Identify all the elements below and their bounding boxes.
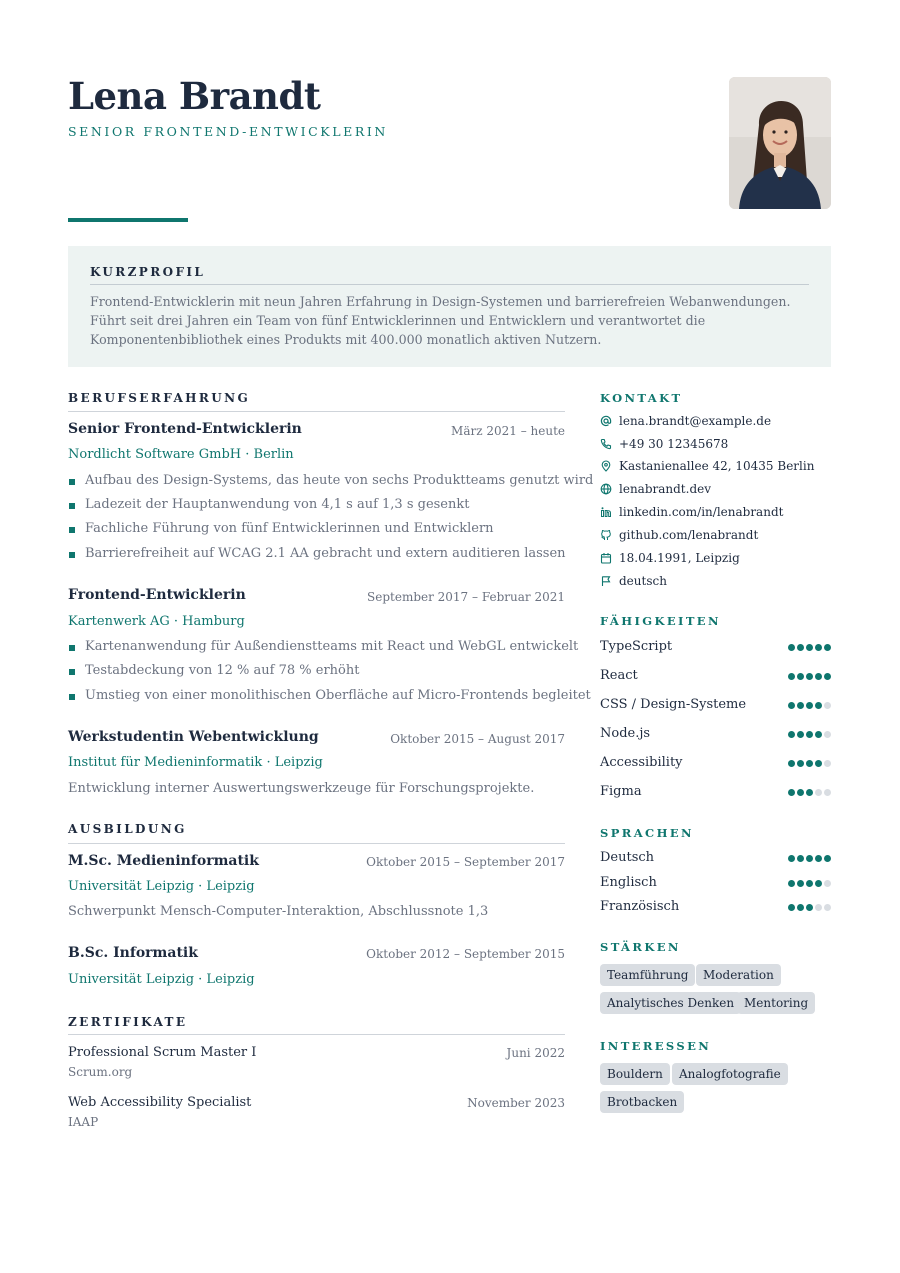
certificates-heading: ZERTIFIKATE bbox=[68, 1015, 188, 1029]
rating-dot-filled-icon bbox=[797, 789, 804, 796]
rating-dot-filled-icon bbox=[797, 880, 804, 887]
certificates-divider bbox=[68, 1034, 565, 1035]
contact-text: +49 30 12345678 bbox=[619, 437, 729, 451]
contact-text: linkedin.com/in/lenabrandt bbox=[619, 505, 784, 519]
github-icon bbox=[600, 529, 612, 541]
person-name: Lena Brandt bbox=[68, 74, 321, 118]
rating-dot-filled-icon bbox=[797, 904, 804, 911]
profile-text: Frontend-Entwicklerin mit neun Jahren Erfahrung in Design-Systemen und barrierefreien Webanwendungen. Führt seit drei Jahren ein Team von fünf Entwicklerinnen und Entwicklern und verantwortet die Komponentenbibliothek eines Produkts mit 400.000 monatlich aktiven Nutzern. bbox=[90, 294, 791, 347]
interests-heading: INTERESSEN bbox=[600, 1039, 712, 1053]
job-date-2: September 2017 – Februar 2021 bbox=[367, 590, 565, 604]
rating-dot-filled-icon bbox=[788, 702, 795, 709]
job-date-1: März 2021 – heute bbox=[451, 424, 565, 438]
rating-dot-filled-icon bbox=[788, 644, 795, 651]
education-heading: AUSBILDUNG bbox=[68, 822, 187, 836]
skills-row bbox=[600, 726, 831, 744]
certificate-issuer-1: Scrum.org bbox=[68, 1065, 133, 1079]
skills-name: React bbox=[600, 668, 638, 683]
skills-name: Figma bbox=[600, 784, 642, 799]
education-divider bbox=[68, 843, 565, 844]
profile-summary-box bbox=[68, 246, 831, 367]
rating-dot-filled-icon bbox=[788, 789, 795, 796]
experience-heading: BERUFSERFAHRUNG bbox=[68, 391, 251, 405]
rating-dot-empty-icon bbox=[815, 789, 822, 796]
languages-name: Deutsch bbox=[600, 850, 655, 865]
interest-tag: Brotbacken bbox=[600, 1091, 684, 1113]
certificate-title-1: Professional Scrum Master I bbox=[68, 1045, 257, 1060]
rating-dot-filled-icon bbox=[806, 673, 813, 680]
rating-dot-filled-icon bbox=[815, 855, 822, 862]
strength-tag: Mentoring bbox=[737, 992, 815, 1014]
contact-text: 18.04.1991, Leipzig bbox=[619, 551, 740, 565]
contact-text: lena.brandt@example.de bbox=[619, 414, 772, 428]
rating-dot-filled-icon bbox=[806, 760, 813, 767]
education-title-2: B.Sc. Informatik bbox=[68, 945, 198, 961]
contact-text: github.com/lenabrandt bbox=[619, 528, 759, 542]
rating-dot-filled-icon bbox=[788, 904, 795, 911]
rating-dot-filled-icon bbox=[788, 880, 795, 887]
rating-dots bbox=[788, 760, 831, 767]
skills-name: Node.js bbox=[600, 726, 651, 741]
rating-dots bbox=[788, 789, 831, 796]
interest-tag: Bouldern bbox=[600, 1063, 670, 1085]
bullet-text: Barrierefreiheit auf WCAG 2.1 AA gebracht und extern auditieren lassen bbox=[85, 546, 566, 561]
bullet-square-icon bbox=[69, 669, 75, 675]
strength-tag: Analytisches Denken bbox=[600, 992, 741, 1014]
rating-dot-filled-icon bbox=[806, 702, 813, 709]
languages-name: Französisch bbox=[600, 899, 680, 914]
skills-name: Accessibility bbox=[600, 755, 683, 770]
location-pin-icon bbox=[600, 460, 612, 472]
bullet-text: Testabdeckung von 12 % auf 78 % erhöht bbox=[85, 663, 360, 678]
profile-photo bbox=[729, 77, 831, 209]
rating-dot-filled-icon bbox=[788, 731, 795, 738]
rating-dot-filled-icon bbox=[806, 855, 813, 862]
bullet-text: Aufbau des Design-Systems, das heute von sechs Produktteams genutzt wird bbox=[85, 473, 594, 488]
portrait-illustration bbox=[729, 77, 831, 209]
job-title-3: Werkstudentin Webentwicklung bbox=[68, 729, 319, 745]
phone-icon bbox=[600, 438, 612, 450]
rating-dot-empty-icon bbox=[824, 904, 831, 911]
bullet-square-icon bbox=[69, 694, 75, 700]
contact-heading: KONTAKT bbox=[600, 391, 683, 405]
contact-text: deutsch bbox=[619, 574, 667, 588]
strength-tag: Moderation bbox=[696, 964, 781, 986]
calendar-icon bbox=[600, 552, 612, 564]
rating-dot-filled-icon bbox=[815, 702, 822, 709]
rating-dot-filled-icon bbox=[815, 673, 822, 680]
certificate-issuer-2: IAAP bbox=[68, 1115, 99, 1129]
rating-dot-filled-icon bbox=[797, 760, 804, 767]
interest-tag: Analogfotografie bbox=[672, 1063, 788, 1085]
rating-dot-empty-icon bbox=[824, 880, 831, 887]
rating-dot-filled-icon bbox=[806, 880, 813, 887]
rating-dots bbox=[788, 904, 831, 911]
languages-row bbox=[600, 875, 831, 893]
linkedin-icon bbox=[600, 506, 612, 518]
rating-dots bbox=[788, 880, 831, 887]
bullet-text: Kartenanwendung für Außendienstteams mit React und WebGL entwickelt bbox=[85, 639, 579, 654]
skills-row bbox=[600, 784, 831, 802]
rating-dot-filled-icon bbox=[815, 644, 822, 651]
skills-name: CSS / Design-Systeme bbox=[600, 697, 747, 712]
job-title-2: Frontend-Entwicklerin bbox=[68, 587, 246, 603]
rating-dot-empty-icon bbox=[824, 731, 831, 738]
bullet-square-icon bbox=[69, 552, 75, 558]
rating-dot-filled-icon bbox=[806, 644, 813, 651]
rating-dots bbox=[788, 731, 831, 738]
at-icon bbox=[600, 415, 612, 427]
skills-row bbox=[600, 639, 831, 657]
rating-dot-empty-icon bbox=[815, 904, 822, 911]
profile-divider bbox=[90, 284, 809, 285]
education-description-1: Schwerpunkt Mensch-Computer-Interaktion, Abschlussnote 1,3 bbox=[68, 904, 489, 919]
education-title-1: M.Sc. Medieninformatik bbox=[68, 853, 259, 869]
rating-dot-filled-icon bbox=[806, 731, 813, 738]
accent-divider bbox=[68, 218, 188, 222]
rating-dot-filled-icon bbox=[788, 673, 795, 680]
job-description-3: Entwicklung interner Auswertungswerkzeuge für Forschungsprojekte. bbox=[68, 781, 535, 796]
languages-row bbox=[600, 850, 831, 868]
certificate-date-2: November 2023 bbox=[467, 1096, 565, 1110]
contact-text: lenabrandt.dev bbox=[619, 482, 712, 496]
job-org-2: Kartenwerk AG · Hamburg bbox=[68, 614, 245, 629]
rating-dot-filled-icon bbox=[797, 644, 804, 651]
bullet-text: Ladezeit der Hauptanwendung von 4,1 s auf 1,3 s gesenkt bbox=[85, 497, 470, 512]
skills-row bbox=[600, 668, 831, 686]
rating-dot-filled-icon bbox=[788, 760, 795, 767]
rating-dot-filled-icon bbox=[815, 760, 822, 767]
strengths-heading: STÄRKEN bbox=[600, 940, 681, 954]
experience-divider bbox=[68, 411, 565, 412]
rating-dot-empty-icon bbox=[824, 789, 831, 796]
rating-dot-filled-icon bbox=[815, 880, 822, 887]
job-title: SENIOR FRONTEND-ENTWICKLERIN bbox=[68, 124, 388, 139]
rating-dots bbox=[788, 855, 831, 862]
rating-dots bbox=[788, 702, 831, 709]
rating-dot-filled-icon bbox=[788, 855, 795, 862]
rating-dot-filled-icon bbox=[815, 731, 822, 738]
job-date-3: Oktober 2015 – August 2017 bbox=[390, 732, 565, 746]
languages-row bbox=[600, 899, 831, 917]
bullet-square-icon bbox=[69, 645, 75, 651]
bullet-text: Fachliche Führung von fünf Entwicklerinnen und Entwicklern bbox=[85, 521, 494, 536]
education-org-2: Universität Leipzig · Leipzig bbox=[68, 972, 255, 987]
rating-dot-filled-icon bbox=[824, 673, 831, 680]
rating-dot-empty-icon bbox=[824, 702, 831, 709]
education-org-1: Universität Leipzig · Leipzig bbox=[68, 879, 255, 894]
rating-dot-empty-icon bbox=[824, 760, 831, 767]
profile-heading: KURZPROFIL bbox=[90, 265, 206, 279]
bullet-square-icon bbox=[69, 527, 75, 533]
rating-dot-filled-icon bbox=[797, 702, 804, 709]
bullet-text: Umstieg von einer monolithischen Oberfläche auf Micro-Frontends begleitet bbox=[85, 688, 591, 703]
bullet-square-icon bbox=[69, 503, 75, 509]
skills-row bbox=[600, 755, 831, 773]
languages-name: Englisch bbox=[600, 874, 657, 890]
globe-icon bbox=[600, 483, 612, 495]
skills-name: TypeScript bbox=[600, 639, 673, 654]
languages-heading: SPRACHEN bbox=[600, 826, 694, 840]
rating-dots bbox=[788, 673, 831, 680]
contact-text: Kastanienallee 42, 10435 Berlin bbox=[619, 459, 815, 473]
rating-dot-filled-icon bbox=[806, 789, 813, 796]
rating-dot-filled-icon bbox=[824, 855, 831, 862]
job-org-3: Institut für Medieninformatik · Leipzig bbox=[68, 755, 323, 770]
rating-dot-filled-icon bbox=[797, 673, 804, 680]
rating-dot-filled-icon bbox=[797, 855, 804, 862]
job-title-1: Senior Frontend-Entwicklerin bbox=[68, 421, 302, 437]
bullet-square-icon bbox=[69, 479, 75, 485]
rating-dot-filled-icon bbox=[797, 731, 804, 738]
flag-icon bbox=[600, 575, 612, 587]
certificate-title-2: Web Accessibility Specialist bbox=[68, 1095, 252, 1110]
skills-heading: FÄHIGKEITEN bbox=[600, 614, 721, 628]
strength-tag: Teamführung bbox=[600, 964, 695, 986]
skills-row bbox=[600, 697, 831, 715]
education-date-1: Oktober 2015 – September 2017 bbox=[366, 855, 565, 869]
job-org-1: Nordlicht Software GmbH · Berlin bbox=[68, 447, 294, 462]
rating-dot-filled-icon bbox=[806, 904, 813, 911]
rating-dots bbox=[788, 644, 831, 651]
education-date-2: Oktober 2012 – September 2015 bbox=[366, 947, 565, 961]
certificate-date-1: Juni 2022 bbox=[506, 1046, 565, 1060]
rating-dot-filled-icon bbox=[824, 644, 831, 651]
